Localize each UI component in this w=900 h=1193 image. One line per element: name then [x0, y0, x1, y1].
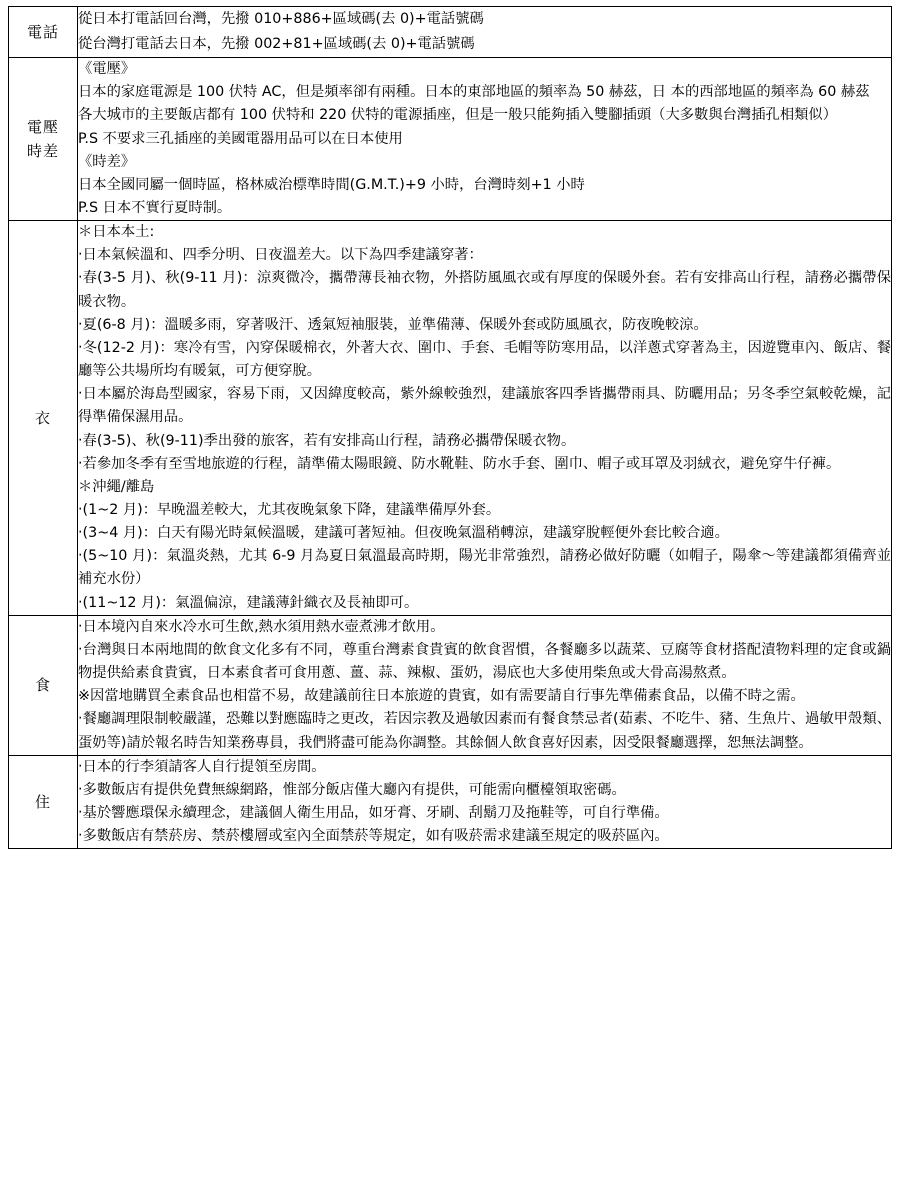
- content-line: ‧基於響應環保永續理念，建議個人衛生用品，如牙膏、牙刷、刮鬍刀及拖鞋等，可自行準備。: [78, 805, 669, 822]
- content-line: 日本的家庭電源是 100 伏特 AC，但是頻率卻有兩種。日本的東部地區的頻率為 50 赫茲，日 本的西部地區的頻率為 60 赫茲: [78, 84, 870, 101]
- row-label-food: [9, 615, 78, 755]
- content-line: P.S 不要求三孔插座的美國電器用品可以在日本使用: [78, 130, 403, 147]
- content-line: ‧(3~4 月)：白天有陽光時氣候溫暖，建議可著短袖。但夜晚氣溫稍轉涼，建議穿脫輕便外套比較合適。: [78, 525, 729, 542]
- content-line: 《時差》: [78, 153, 136, 170]
- label-text: 衣: [34, 408, 51, 427]
- row-content-voltage-timezone: [78, 58, 892, 221]
- label-text: 時差: [26, 142, 59, 161]
- content-line: ‧多數飯店有禁菸房、禁菸樓層或室內全面禁菸等規定，如有吸菸需求建議至規定的吸菸區內。: [78, 828, 669, 845]
- label-text: 食: [34, 676, 51, 695]
- content-line: ‧餐廳調理限制較嚴謹，恐難以對應臨時之更改，若因宗教及過敏因素而有餐食禁忌者(茹素、不吃牛、豬、生魚片、過敏甲殼類、蛋奶等)請於報名時告知業務專員，我們將盡可能為你調整。其餘個人飲食喜好因素，因受限餐廳選擇，恕無法調整。: [78, 711, 891, 751]
- content-line: ‧台灣與日本兩地間的飲食文化多有不同，尊重台灣素食貴賓的飲食習慣，各餐廳多以蔬菜、豆腐等食材搭配漬物料理的定食或鍋物提供給素食貴賓，日本素食者可食用蔥、薑、蒜、辣椒、蛋奶，湯底也大多使用柴魚或大骨高湯熬煮。: [78, 641, 891, 682]
- content-line: ‧日本境內自來水冷水可生飲,熱水須用熱水壺煮沸才飲用。: [78, 618, 445, 635]
- label-text: 電壓: [26, 118, 59, 137]
- content-line: ‧日本屬於海島型國家，容易下雨，又因緯度較高，紫外線較強烈，建議旅客四季皆攜帶雨具、防曬用品；另冬季空氣較乾燥，記得準備保濕用品。: [78, 386, 891, 426]
- content-line: ‧日本氣候溫和、四季分明、日夜溫差大。以下為四季建議穿著：: [78, 247, 483, 264]
- content-line: 《電壓》: [78, 61, 136, 78]
- content-line: ＊日本本土:: [78, 224, 155, 241]
- content-line: ‧多數飯店有提供免費無線網路，惟部分飯店僅大廳內有提供，可能需向櫃檯領取密碼。: [78, 781, 626, 798]
- content-line: P.S 日本不實行夏時制。: [78, 199, 232, 216]
- row-content-clothing: [78, 221, 892, 616]
- row-label-clothing: [9, 221, 78, 616]
- label-text: 電話: [26, 23, 59, 42]
- row-label-phone: [9, 7, 78, 58]
- row-content-food: [78, 615, 892, 755]
- label-text: 住: [34, 793, 51, 812]
- content-line: 各大城市的主要飯店都有 100 伏特和 220 伏特的電源插座，但是一般只能夠插入雙腳插頭（大多數與台灣插孔相類似）: [78, 107, 837, 124]
- row-label-voltage-timezone: [9, 58, 78, 221]
- table-row: [9, 615, 892, 755]
- table-row: [9, 755, 892, 849]
- table-row: [9, 221, 892, 616]
- travel-info-table: [8, 6, 892, 849]
- content-line: ‧夏(6-8 月)：溫暖多雨，穿著吸汗、透氣短袖服裝，並準備薄、保暖外套或防風風衣，防夜晚較涼。: [78, 316, 708, 333]
- content-line: ‧春(3-5)、秋(9-11)季出發的旅客，若有安排高山行程，請務必攜帶保暖衣物。: [78, 432, 576, 449]
- content-line: 從台灣打電話去日本，先撥 002+81+區域碼(去 0)+電話號碼: [78, 36, 475, 53]
- content-line: ‧若參加冬季有至雪地旅遊的行程，請準備太陽眼鏡、防水靴鞋、防水手套、圍巾、帽子或耳罩及羽絨衣，避免穿牛仔褲。: [78, 455, 841, 472]
- content-line: ‧日本的行李須請客人自行提領至房間。: [78, 758, 326, 775]
- table-row: [9, 7, 892, 58]
- row-content-phone: [78, 7, 892, 58]
- content-line: ‧春(3-5 月)、秋(9-11 月)：涼爽微冷，攜帶薄長袖衣物，外搭防風風衣或有厚度的保暖外套。若有安排高山行程，請務必攜帶保暖衣物。: [78, 270, 891, 310]
- row-label-lodging: [9, 755, 78, 849]
- content-line: 日本全國同屬一個時區，格林威治標準時間(G.M.T.)+9 小時，台灣時刻+1 小時: [78, 176, 585, 193]
- table-row: [9, 58, 892, 221]
- content-line: ‧(11~12 月)：氣溫偏涼，建議薄針織衣及長袖即可。: [78, 594, 419, 611]
- content-line: ※因當地購買全素食品也相當不易，故建議前往日本旅遊的貴賓，如有需要請自行事先準備素食品，以備不時之需。: [78, 688, 805, 705]
- content-line: ‧(5~10 月)：氣溫炎熱，尤其 6-9 月為夏日氣溫最高時期，陽光非常強烈，請務必做好防曬（如帽子，陽傘～等建議都須備齊並補充水份）: [78, 548, 891, 588]
- content-line: ‧(1~2 月)：早晚溫差較大，尤其夜晚氣象下降，建議準備厚外套。: [78, 502, 501, 518]
- content-line: ‧冬(12-2 月)：寒冷有雪，內穿保暖棉衣，外著大衣、圍巾、手套、毛帽等防寒用品，以洋蔥式穿著為主，因遊覽車內、飯店、餐廳等公共場所均有暖氣，可方便穿脫。: [78, 339, 891, 380]
- content-line: ＊沖繩/離島: [78, 478, 155, 495]
- row-content-lodging: [78, 755, 892, 849]
- content-line: 從日本打電話回台灣，先撥 010+886+區域碼(去 0)+電話號碼: [78, 11, 484, 27]
